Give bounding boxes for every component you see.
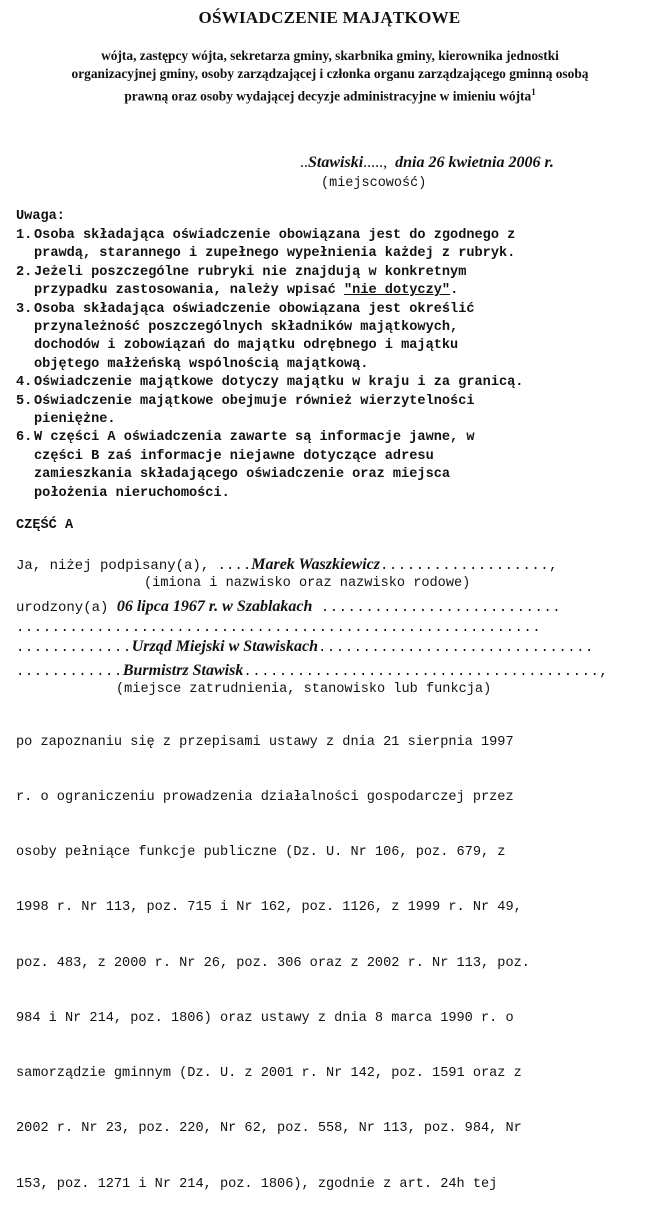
not-applicable-quote: "nie dotyczy": [344, 283, 451, 299]
position-suffix: ........................................,: [243, 664, 609, 680]
note-line: przypadku zastosowania, należy wpisać: [34, 283, 344, 299]
name-value: Marek Waszkiewicz: [251, 556, 380, 573]
place-lead-dots: ..: [300, 154, 308, 171]
note-line: W części A oświadczenia zawarte są informacje jawne, w: [34, 430, 475, 446]
note-item: [16, 393, 646, 430]
birth-prefix: urodzony(a): [16, 600, 109, 616]
place-caption: (miejscowość): [321, 176, 427, 191]
employer-value: Urząd Miejski w Stawiskach: [131, 638, 318, 655]
body-line: osoby pełniące funkcje publiczne (Dz. U. Nr 106, poz. 679, z: [16, 845, 506, 861]
name-suffix: ...................,: [380, 558, 559, 574]
note-text: [34, 374, 523, 392]
document-title: OŚWIADCZENIE MAJĄTKOWE: [198, 8, 461, 27]
note-line: Jeżeli poszczególne rubryki nie znajdują w konkretnym: [34, 264, 467, 280]
place-trail-dots: .....,: [363, 154, 388, 171]
note-line: przynależność poszczególnych składników majątkowych,: [34, 320, 459, 336]
body-line: 984 i Nr 214, poz. 1806) oraz ustawy z dnia 8 marca 1990 r. o: [16, 1010, 514, 1026]
note-text: [34, 227, 515, 264]
note-item: [16, 264, 646, 301]
place-value: Stawiski: [308, 154, 364, 171]
position-prefix: ............: [16, 664, 123, 680]
body-line: 153, poz. 1271 i Nr 214, poz. 1806), zgodnie z art. 24h tej: [16, 1176, 498, 1192]
position-caption: (miejsce zatrudnienia, stanowisko lub funkcja): [116, 682, 492, 697]
note-number: 1.: [16, 228, 33, 243]
subtitle-line: [30, 83, 630, 105]
body-line: po zapoznaniu się z przepisami ustawy z dnia 21 sierpnia 1997: [16, 734, 514, 750]
note-number: 5.: [16, 393, 33, 409]
note-line: Oświadczenie majątkowe dotyczy majątku w kraju i za granicą.: [34, 375, 524, 391]
note-number: 4.: [16, 375, 33, 391]
note-punct: .: [450, 283, 459, 299]
note-line: Oświadczenie majątkowe obejmuje również wierzytelności: [34, 393, 475, 409]
name-prefix: Ja, niżej podpisany(a), ....: [16, 558, 252, 574]
name-field-line: [16, 556, 558, 574]
note-line: zamieszkania składającego oświadczenie oraz miejsca: [34, 467, 451, 483]
note-text: [34, 264, 466, 301]
note-text: [34, 393, 475, 430]
note-item: [16, 429, 646, 503]
employer-suffix: ...............................: [317, 640, 594, 656]
body-line: poz. 483, z 2000 r. Nr 26, poz. 306 oraz z 2002 r. Nr 113, poz.: [16, 955, 530, 971]
name-caption: (imiona i nazwisko oraz nazwisko rodowe): [144, 576, 471, 591]
note-line: pieniężne.: [34, 412, 116, 428]
note-number: 2.: [16, 264, 33, 280]
employer-field-line: [16, 638, 594, 656]
note-line: części B zaś informacje niejawne dotyczące adresu: [34, 448, 434, 464]
note-number: 6.: [16, 430, 33, 446]
note-text: [34, 429, 475, 503]
birth-suffix: ...........................: [320, 600, 562, 616]
place-date-line: [300, 154, 554, 172]
note-line: dochodów i zobowiązań do majątku odrębnego i majątku: [34, 338, 459, 354]
body-line: 1998 r. Nr 113, poz. 715 i Nr 162, poz. 1126, z 1999 r. Nr 49,: [16, 900, 522, 916]
birth-field-line: [16, 598, 561, 616]
note-number: 3.: [16, 301, 33, 317]
note-line: objętego małżeńską wspólnością majątkową.: [34, 356, 369, 372]
notes-list: [16, 227, 646, 503]
statement-body: [16, 697, 656, 1231]
position-value: Burmistrz Stawisk: [122, 662, 244, 679]
note-line: prawdą, starannego i zupełnego wypełnienia każdej z rubryk.: [34, 246, 516, 262]
note-line: Osoba składająca oświadczenie obowiązana jest do zgodnego z: [34, 228, 516, 243]
note-line: położenia nieruchomości.: [34, 485, 230, 501]
body-line: 2002 r. Nr 23, poz. 220, Nr 62, poz. 558, Nr 113, poz. 984, Nr: [16, 1121, 522, 1137]
date-value: dnia 26 kwietnia 2006 r.: [395, 154, 554, 171]
part-a-heading: CZĘŚĆ A: [16, 518, 74, 533]
footnote-mark: 1: [531, 87, 536, 97]
position-field-line: [16, 662, 608, 680]
body-line: r. o ograniczeniu prowadzenia działalności gospodarczej przez: [16, 790, 514, 806]
body-line: samorządzie gminnym (Dz. U. z 2001 r. Nr 142, poz. 1591 oraz z: [16, 1066, 522, 1082]
subtitle-line: wójta, zastępcy wójta, sekretarza gminy, skarbnika gminy, kierownika jednostki: [101, 48, 559, 63]
note-text: [34, 301, 475, 375]
dotted-blank-line: ...........................................................: [16, 620, 542, 636]
note-item: [16, 227, 646, 264]
note-item: [16, 301, 646, 375]
note-line: Osoba składająca oświadczenie obowiązana jest określić: [34, 301, 475, 317]
subtitle-line-text: prawną oraz osoby wydającej decyzje administracyjne w imieniu wójta: [124, 88, 532, 104]
note-item: [16, 374, 646, 392]
notes-heading: Uwaga:: [16, 209, 65, 224]
employer-prefix: .............: [16, 640, 132, 656]
subtitle-line: organizacyjnej gminy, osoby zarządzającej i członka organu zarządzającego gminną osobą: [71, 66, 589, 81]
document-subtitle: [30, 47, 630, 105]
birth-value: 06 lipca 1967 r. w Szablakach: [116, 598, 313, 615]
